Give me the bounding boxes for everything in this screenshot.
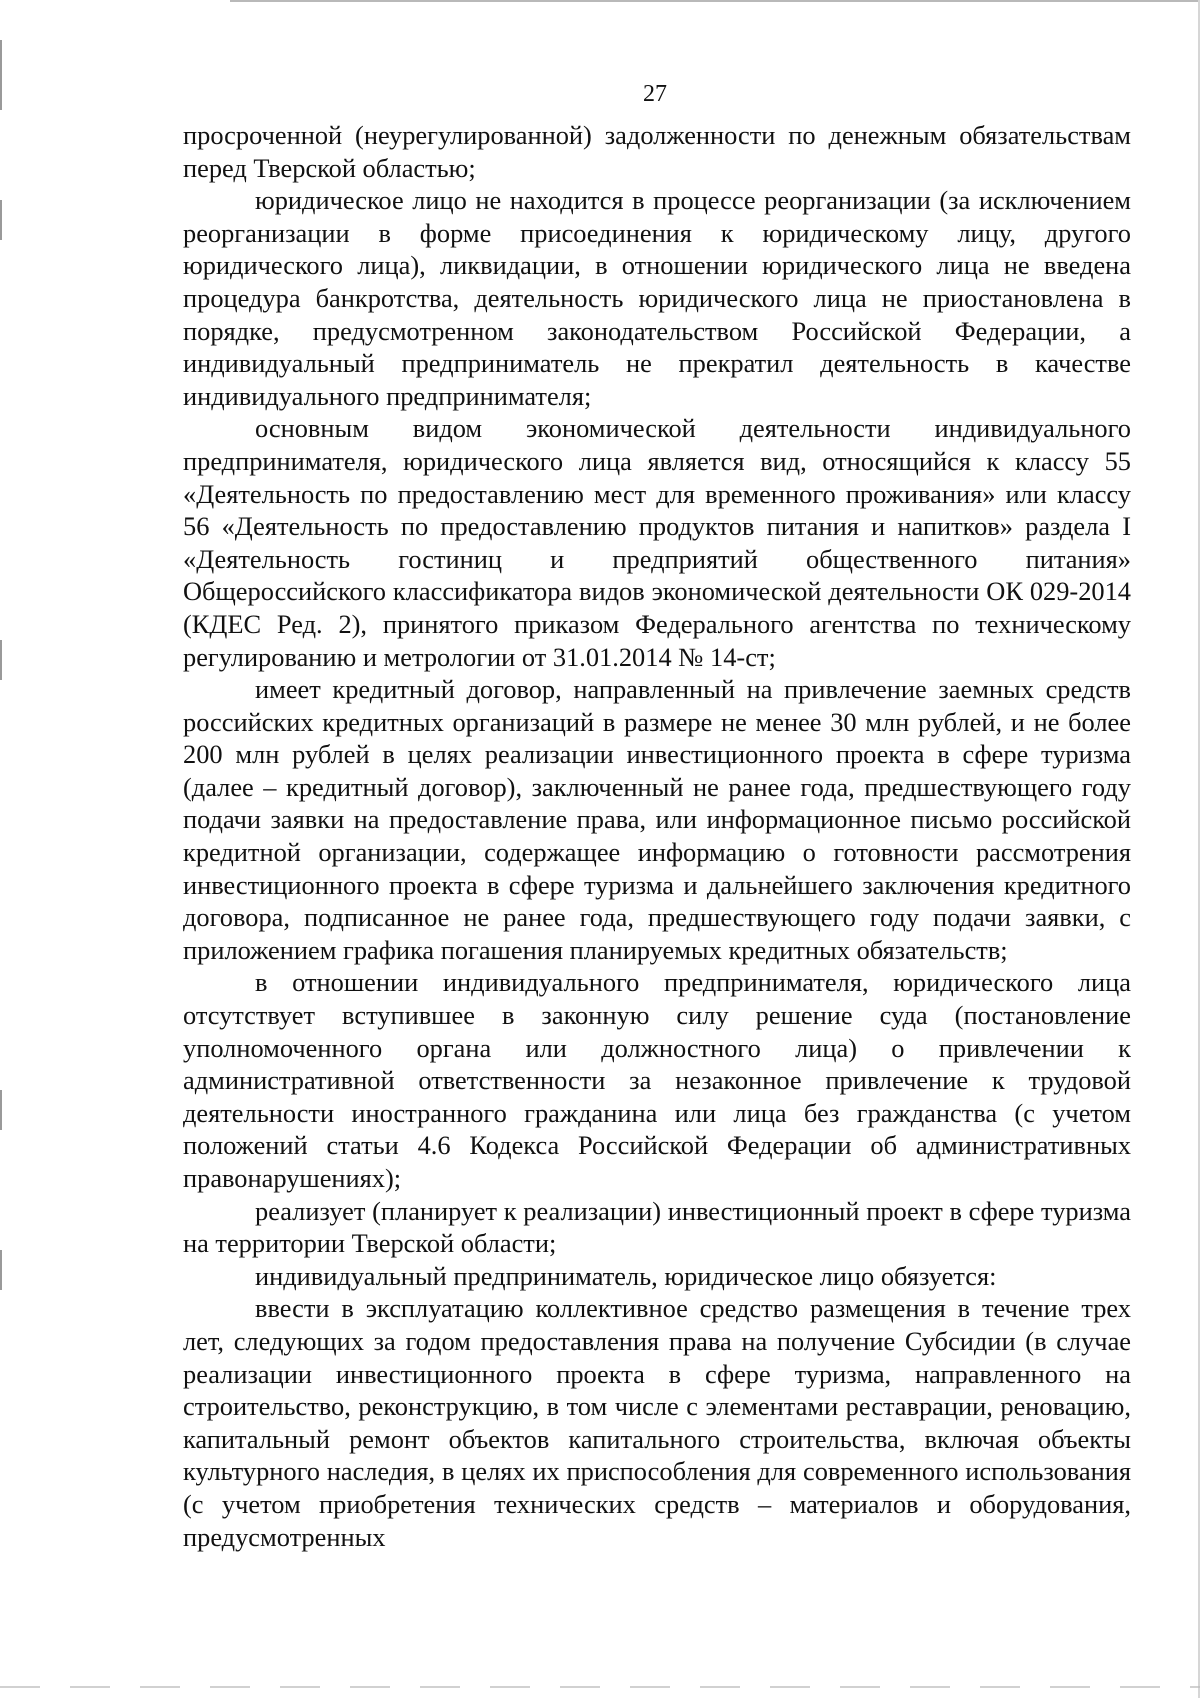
- paragraph-8: ввести в эксплуатацию коллективное средство размещения в течение трех лет, следующих за годом предоставления права на получение Субсидии (в случае реализации инвестиционного проекта в сфере туризма, направленного на строительство, реконструкцию, в том числе с элементами реставрации, реновацию, капитальный ремонт объектов капитального строительства, включая объекты культурного наследия, в целях их приспособления для современного использования (с учетом приобретения технических средств – материалов и оборудования, предусмотренных: [183, 1293, 1131, 1552]
- paragraph-7: индивидуальный предприниматель, юридическое лицо обязуется:: [255, 1260, 997, 1291]
- scan-mark-left: [0, 1250, 2, 1290]
- scan-edge-bottom: [0, 1686, 1200, 1688]
- paragraph-2: юридическое лицо не находится в процессе реорганизации (за исключением реорганизации в форме присоединения к юридическому лицу, другого юридического лица), ликвидации, в отношении юридического лица не введена процедура банкротства, деятельность юридического лица не приостановлена в порядке, предусмотренном законодательством Российской Федерации, а индивидуальный предприниматель не прекратил деятельность в качестве индивидуального предпринимателя;: [183, 185, 1131, 411]
- paragraph-3: основным видом экономической деятельности индивидуального предпринимателя, юридического лица является вид, относящийся к классу 55 «Деятельность по предоставлению мест для временного проживания» или классу 56 «Деятельность по предоставлению продуктов питания и напитков» раздела I «Деятельность гостиниц и предприятий общественного питания» Общероссийского классификатора видов экономической деятельности ОК 029-2014 (КДЕС Ред. 2), принятого приказом Федерального агентства по техническому регулированию и метрологии от 31.01.2014 № 14-ст;: [183, 413, 1131, 672]
- scan-edge-top: [230, 0, 1200, 2]
- paragraph-5: в отношении индивидуального предпринимателя, юридического лица отсутствует вступившее в законную силу решение суда (постановление уполномоченного органа или должностного лица) о привлечении к административной ответственности за незаконное привлечение к трудовой деятельности иностранного гражданина или лица без гражданства (с учетом положений статьи 4.6 Кодекса Российской Федерации об административных правонарушениях);: [183, 967, 1131, 1193]
- paragraph-4: имеет кредитный договор, направленный на привлечение заемных средств российских кредитных организаций в размере не менее 30 млн рублей, и не более 200 млн рублей в целях реализации инвестиционного проекта в сфере туризма (далее – кредитный договор), заключенный не ранее года, предшествующего году подачи заявки на предоставление права, или информационное письмо российской кредитной организации, содержащее информацию о готовности рассмотрения инвестиционного проекта в сфере туризма и дальнейшего заключения кредитного договора, подписанное не ранее года, предшествующего году подачи заявки, с приложением графика погашения планируемых кредитных обязательств;: [183, 674, 1131, 965]
- document-body: [183, 119, 1131, 1553]
- page-number: 27: [643, 81, 667, 107]
- scan-mark-left: [0, 1090, 2, 1130]
- paragraph-1: просроченной (неурегулированной) задолженности по денежным обязательствам перед Тверской областью;: [183, 120, 1131, 183]
- paragraph-6: реализует (планирует к реализации) инвестиционный проект в сфере туризма на территории Тверской области;: [183, 1195, 1131, 1259]
- scan-mark-left: [0, 640, 2, 680]
- scan-mark-left: [0, 200, 2, 240]
